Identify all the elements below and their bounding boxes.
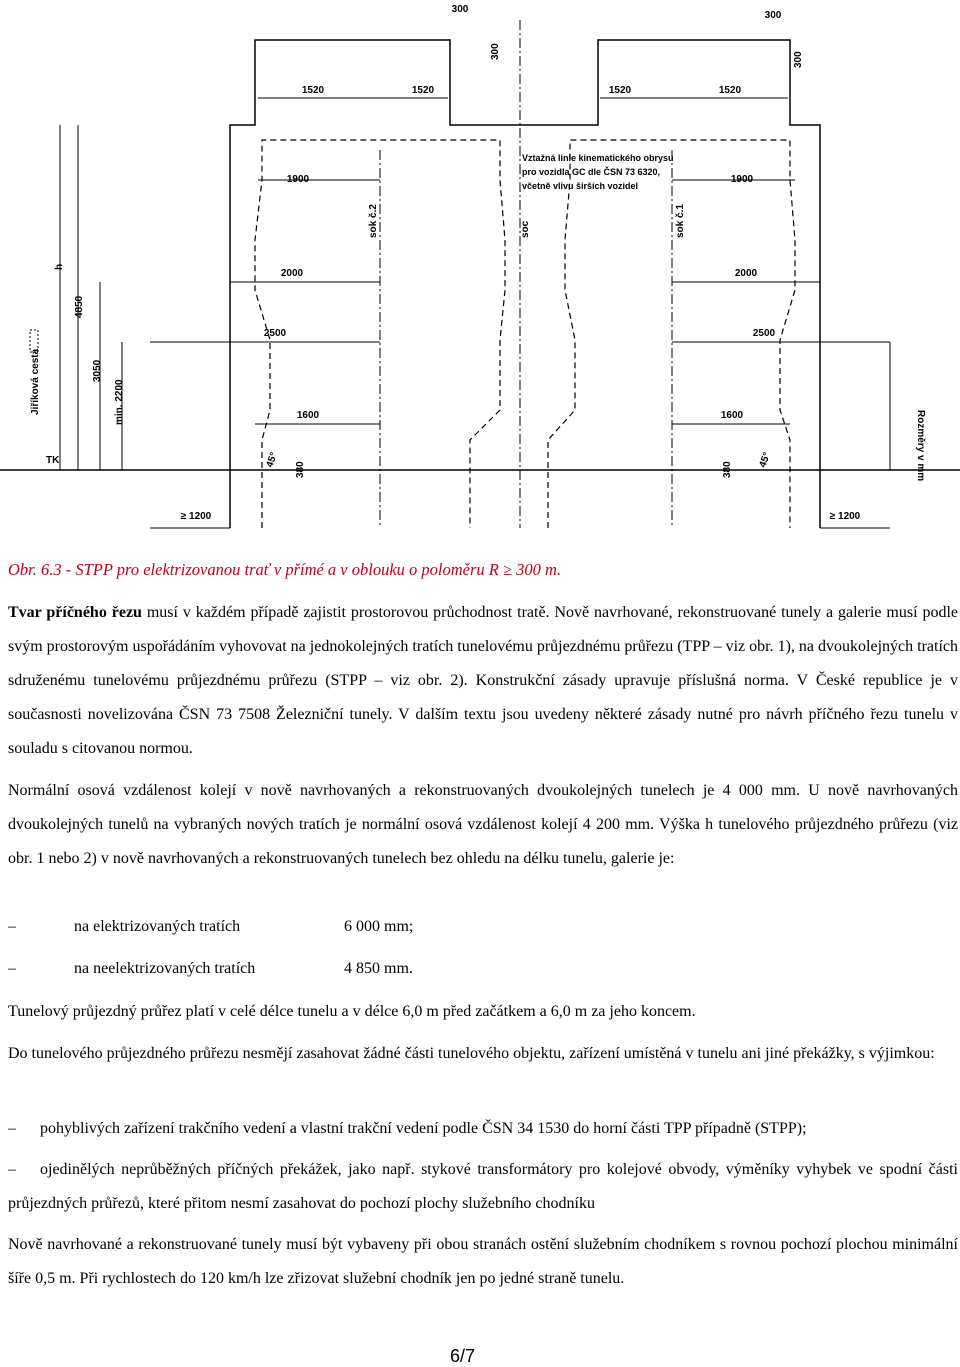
axis-label-soc: soc <box>520 220 531 238</box>
dim-1520-b: 1520 <box>411 85 435 96</box>
dim-1600-b: 1600 <box>720 410 744 421</box>
legend-label: Jiříková cesta <box>30 348 41 415</box>
axis-label-sok1: sok č.1 <box>675 204 686 238</box>
paragraph-1-bold: Tvar příčného řezu <box>8 604 142 621</box>
list2-item-2-text: ojedinělých neprůběžných příčných překážek, jako např. stykové transformátory pro kolejové obvody, výměníky vyhybek ve spodní části průjezdných průřezů, které přitom nesmí zasahovat do pochozí plochy služebního chodníku <box>8 1161 958 1212</box>
dim-380-b: 380 <box>722 461 733 478</box>
profile-outline <box>230 40 820 528</box>
dim-2500-b: 2500 <box>752 328 776 339</box>
units-label: Rozměry v mm <box>915 410 926 482</box>
list-dash: – <box>8 1161 16 1178</box>
dim-2000-a: 2000 <box>280 268 304 279</box>
dim-1200-a: ≥ 1200 <box>180 511 212 522</box>
page-number: 6/7 <box>450 1346 476 1366</box>
list2-item-1-text: pohyblivých zařízení trakčního vedení a vlastní trakční vedení podle ČSN 34 1530 do horní části TPP případně (STPP); <box>40 1120 807 1137</box>
paragraph-1-text: musí v každém případě zajistit prostorovou průchodnost tratě. Nově navrhované, rekonstruované tunely a galerie musí podle svým prostorovým uspořádáním vyhovovat na jednokolejných tratích tunelovému průjezdnému průřezu (TPP – viz obr. 1), na dvoukolejných tratích sdruženému tunelovému průjezdnému průřezu (STPP – viz obr. 2). Konstrukční zásady upravuje příslušná norma. V České republice je v současnosti novelizována ČSN 73 7508 Železniční tunely. V dalším textu jsou uvedeny některé zásady nutné pro návrh příčného řezu tunelu v souladu s citovanou normou. <box>8 604 958 757</box>
note-line-2: pro vozidla GC dle ČSN 73 6320, <box>522 167 661 177</box>
note-line-1: Vztažná linie kinematického obrysu <box>522 153 674 163</box>
axis-label-sok2: sok č.2 <box>368 204 379 238</box>
dim-1200-b: ≥ 1200 <box>829 511 861 522</box>
note-line-3: včetně vlivu širších vozidel <box>522 181 639 191</box>
dim-2500-a: 2500 <box>263 328 287 339</box>
dim-2000-b: 2000 <box>734 268 758 279</box>
paragraph-5: Nově navrhované a rekonstruované tunely musí být vybaveny při obou stranách ostění služebním chodníkem s rovnou pochozí plochou minimální šíře 0,5 m. Při rychlostech do 120 km/h lze zřizovat služební chodník jen po jedné straně tunelu. <box>8 1236 958 1287</box>
list2-item-2 <box>8 1153 958 1221</box>
dim-300-b: 300 <box>490 43 501 60</box>
tunnel-cross-section-drawing <box>0 0 960 540</box>
dim-300-c: 300 <box>764 10 782 21</box>
list1-item-2 <box>8 958 413 980</box>
paragraph-1 <box>8 596 958 766</box>
tk-label: TK <box>46 455 60 466</box>
dim-min2200: min. 2200 <box>114 379 125 425</box>
dim-1600-a: 1600 <box>296 410 320 421</box>
dim-1900-a: 1900 <box>286 174 310 185</box>
dim-1520-d: 1520 <box>718 85 742 96</box>
dim-300-d: 300 <box>793 51 804 68</box>
dim-3050: 3050 <box>92 359 103 382</box>
dim-1900-b: 1900 <box>730 174 754 185</box>
list1-item-1-label: na elektrizovaných tratích <box>74 918 241 935</box>
list-dash: – <box>8 960 16 977</box>
dim-1520-a: 1520 <box>301 85 325 96</box>
list2-item-1 <box>8 1118 807 1140</box>
list1-item-1-value: 6 000 mm; <box>344 918 414 935</box>
list1-item-2-label: na neelektrizovaných tratích <box>74 960 256 977</box>
figure-caption: Obr. 6.3 - STPP pro elektrizovanou trať v přímé a v oblouku o poloměru R ≥ 300 m. <box>8 560 562 579</box>
paragraph-4: Do tunelového průjezdného průřezu nesmějí zasahovat žádné části tunelového objektu, zařízení umístěná v tunelu ani jiné překážky, s výjimkou: <box>8 1045 935 1062</box>
dim-h: h <box>54 263 65 270</box>
paragraph-3: Tunelový průjezdný průřez platí v celé délce tunelu a v délce 6,0 m před začátkem a 6,0 m za jeho koncem. <box>8 1003 696 1020</box>
list-dash: – <box>8 1120 16 1137</box>
paragraph-2: Normální osová vzdálenost kolejí v nově navrhovaných a rekonstruovaných dvoukolejných tunelech je 4 000 mm. U nově navrhovaných dvoukolejných tunelů na vybraných nových tratích je normální osová vzdálenost kolejí 4 200 mm. Výška h tunelového průjezdného průřezu (viz obr. 1 nebo 2) v nově navrhovaných a rekonstruovaných tunelech bez ohledu na délku tunelu, galerie je: <box>8 782 958 867</box>
dim-1520-c: 1520 <box>608 85 632 96</box>
dim-380-a: 380 <box>295 461 306 478</box>
angle-45-b: 45° <box>757 451 773 470</box>
list-dash: – <box>8 918 16 935</box>
angle-45-a: 45° <box>264 451 280 470</box>
dim-4850: 4850 <box>74 295 85 318</box>
dim-300-a: 300 <box>451 4 469 15</box>
list1-item-2-value: 4 850 mm. <box>344 960 413 977</box>
list1-item-1 <box>8 916 413 938</box>
